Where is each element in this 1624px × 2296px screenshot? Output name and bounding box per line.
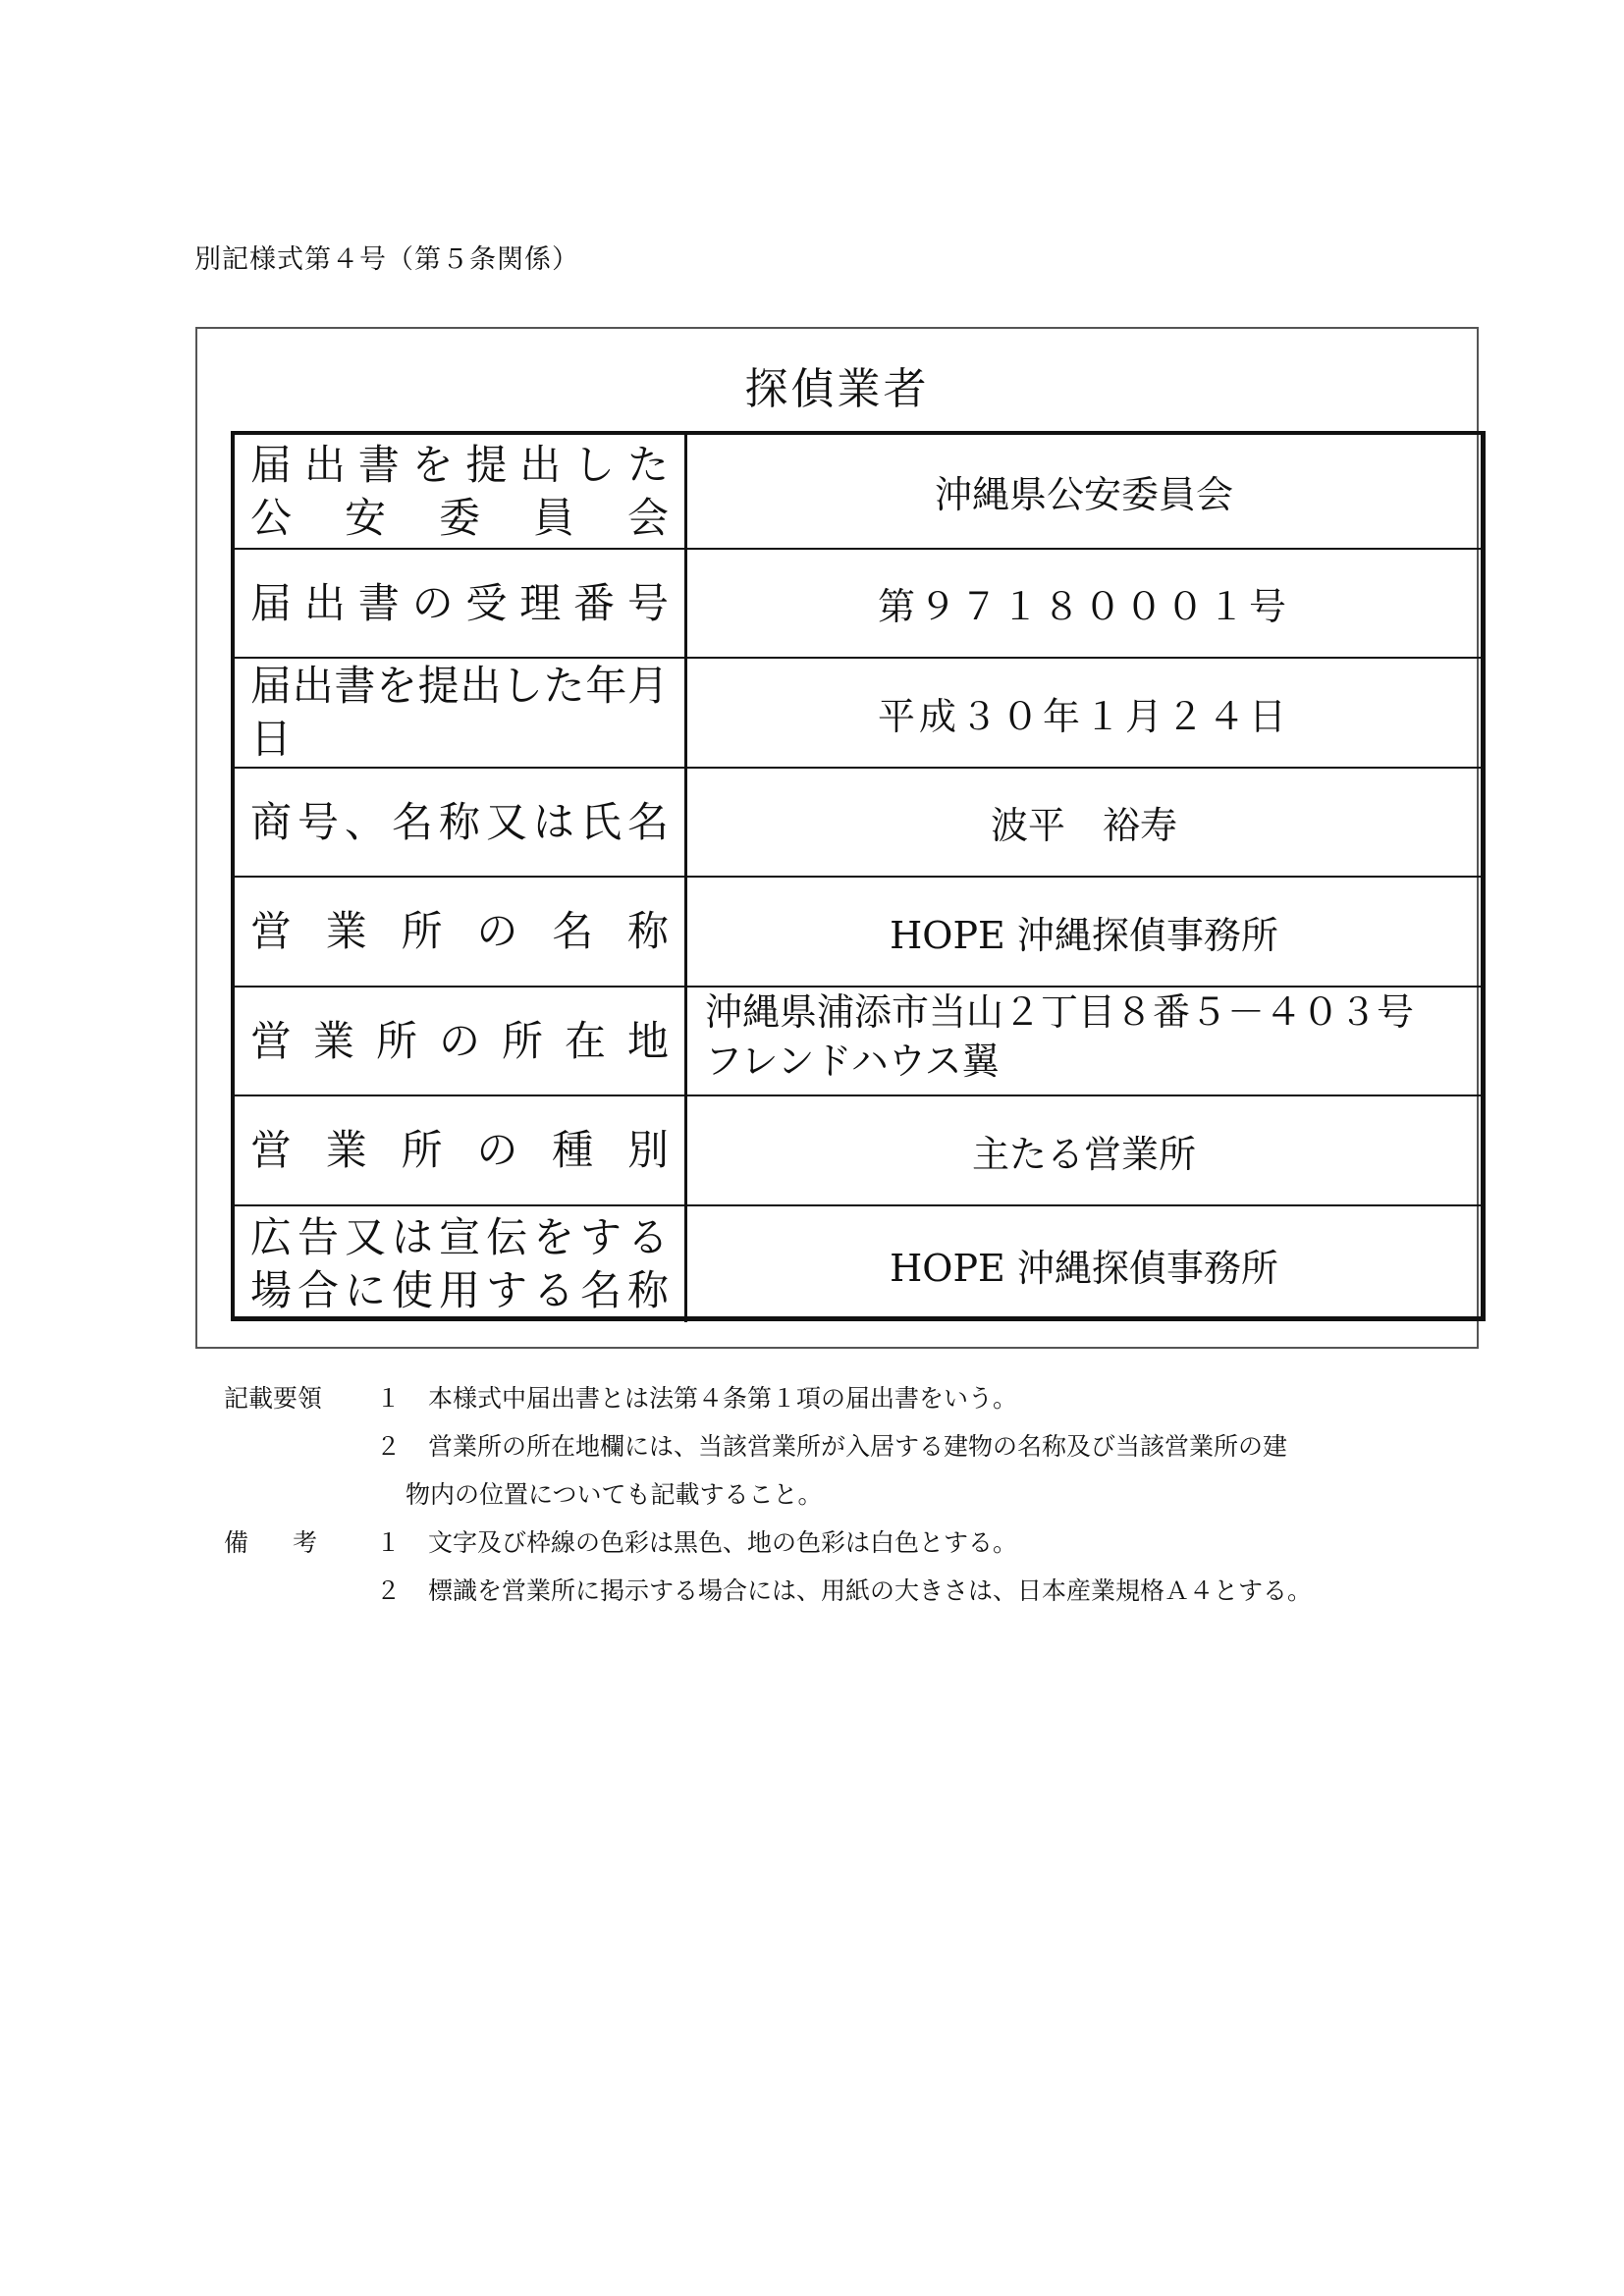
address-line: 沖縄県浦添市当山２丁目８番５－４０３号 [705, 990, 1415, 1034]
value-receipt-number: 第９７１８０００１号 [687, 550, 1481, 659]
address-line: フレンドハウス翼 [705, 1040, 1000, 1083]
instructions-heading: 記載要領 [224, 1384, 323, 1413]
value-advertising-name: HOPE 沖縄探偵事務所 [890, 1246, 1278, 1290]
label-business-name: 商号、名称又は氏名 [235, 769, 687, 878]
value-public-safety-commission: 沖縄県公安委員会 [687, 435, 1481, 550]
value-submission-date: 平成３０年１月２４日 [687, 659, 1481, 769]
value-business-name: 波平 裕寿 [687, 769, 1481, 878]
remarks-heading: 備考 [224, 1528, 362, 1557]
label-line: 公安委員会 [250, 493, 669, 542]
label-submission-date: 届出書を提出した年月日 [235, 659, 687, 769]
label-receipt-number: 届出書の受理番号 [235, 550, 687, 659]
registration-table [231, 431, 1486, 1321]
value-office-name: HOPE 沖縄探偵事務所 [687, 878, 1481, 988]
label-line: 広告又は宣伝をする [250, 1213, 669, 1261]
label-office-name: 営業所の名称 [235, 878, 687, 988]
value-office-type: 主たる営業所 [687, 1096, 1481, 1206]
value-office-address [687, 988, 1481, 1096]
sign-title: 探偵業者 [744, 364, 930, 414]
label-public-safety-commission [235, 435, 687, 550]
label-office-address: 営業所の所在地 [235, 988, 687, 1096]
form-number-label: 別記様式第４号（第５条関係） [194, 244, 579, 275]
label-line: 届出書を提出した [250, 440, 669, 489]
label-line: 場合に使用する名称 [250, 1266, 669, 1314]
label-advertising-name [235, 1206, 687, 1322]
label-office-type: 営業所の種別 [235, 1096, 687, 1206]
